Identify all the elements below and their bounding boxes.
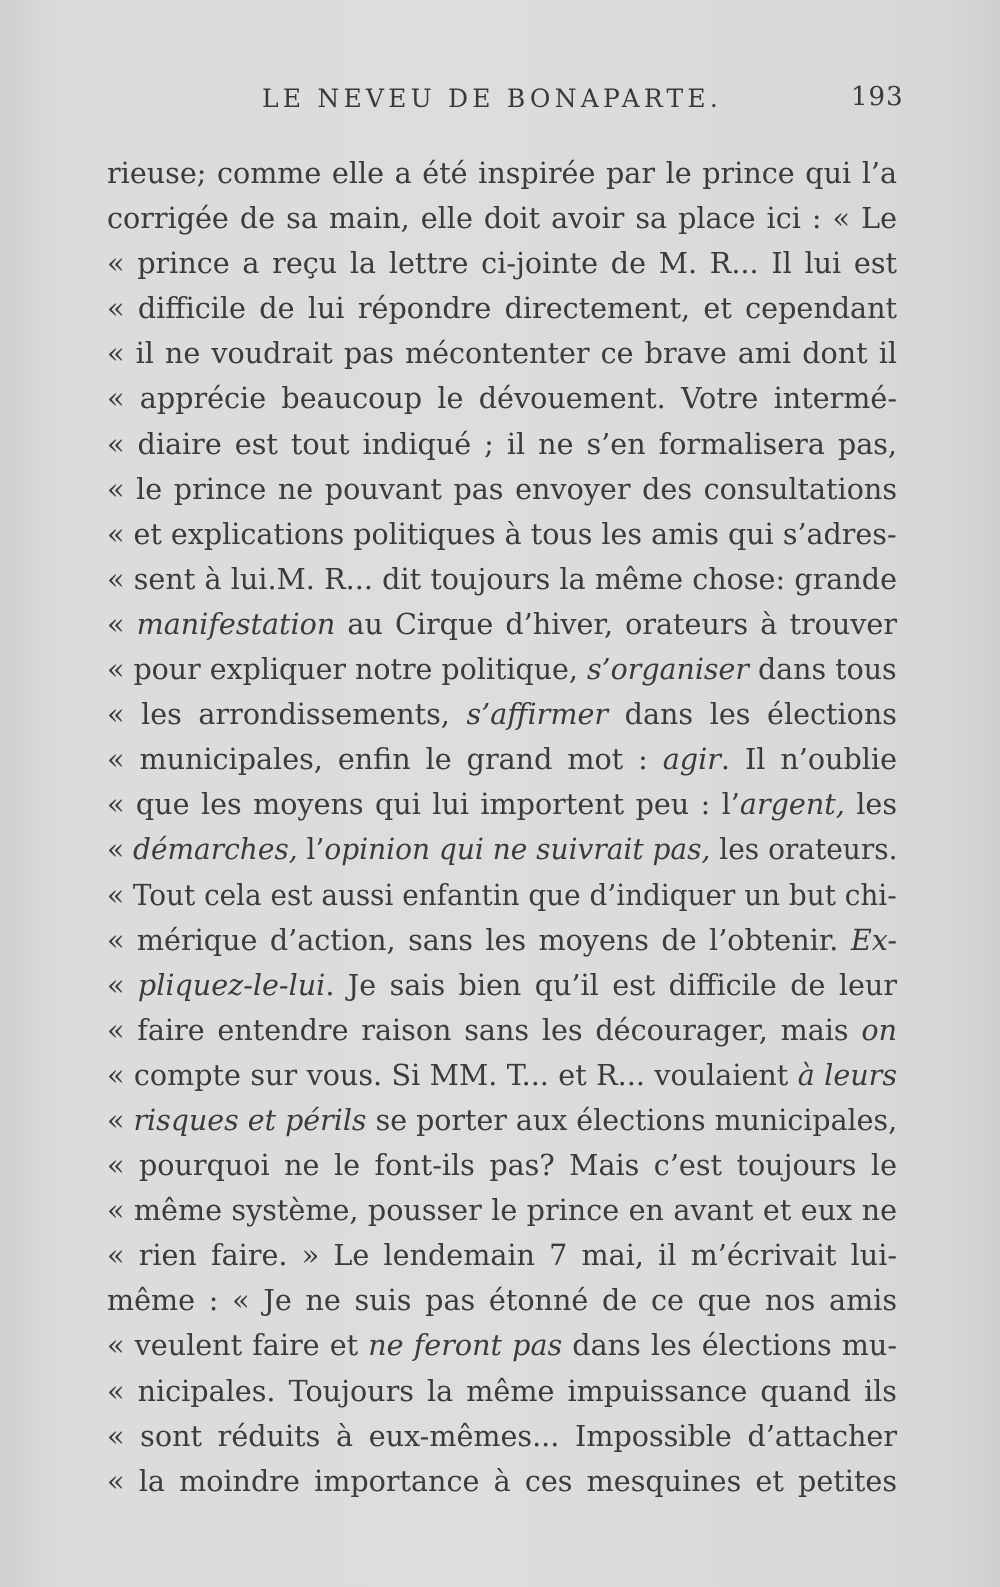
text-line [107,1143,897,1188]
text-segment: « prince a reçu la lettre ci-jointe de M. R... Il lui est [107,246,897,281]
page-number: 193 [851,82,904,112]
text-segment: « mérique d’action, sans les moyens de l’obtenir. [107,922,851,957]
text-segment: « Tout cela est aussi enfantin que d’indiquer un but chi- [107,877,897,912]
text-segment: « [107,967,138,1002]
text-segment: dans tous [748,652,897,687]
text-segment: dans les élections [608,697,897,732]
text-line [107,1188,897,1233]
text-line [107,1233,897,1278]
page-header [0,82,1000,122]
text-segment: « [107,1102,134,1137]
italic-text: à leurs [797,1057,897,1092]
text-segment: « municipales, enfin le grand mot : [107,742,663,777]
text-segment: . Il n’oublie [720,742,898,777]
text-segment: corrigée de sa main, elle doit avoir sa place ici : « Le [107,201,897,236]
text-line [107,963,897,1008]
text-line [107,196,897,241]
text-segment: « que les moyens qui lui importent peu : l’ [107,787,740,822]
text-line [107,376,897,421]
text-line [107,512,897,557]
text-line [107,1098,897,1143]
text-line [107,241,897,286]
text-segment: « compte sur vous. Si MM. T... et R... voulaient [107,1057,798,1092]
text-line [107,827,897,872]
text-line [107,1459,897,1504]
text-segment: l’ [297,832,325,867]
text-segment: au Cirque d’hiver, orateurs à trouver [335,606,897,641]
text-line [107,467,897,512]
text-segment: rieuse; comme elle a été inspirée par le prince qui l’a [107,156,897,190]
italic-text: argent, [739,787,845,822]
text-line [107,692,897,737]
text-segment: « veulent faire et [107,1328,369,1363]
italic-text: ne feront pas [368,1328,563,1363]
text-segment: « nicipales. Toujours la même impuissance quand ils [107,1373,897,1408]
text-line [107,557,897,602]
text-line [107,1053,897,1098]
text-line [107,1414,897,1459]
text-line [107,737,897,782]
italic-text: on [861,1012,897,1047]
text-segment: « [107,606,137,641]
text-line [107,918,897,963]
text-segment: « [107,832,134,867]
text-segment: « apprécie beaucoup le dévouement. Votre intermé- [107,381,897,416]
italic-text: opinion qui ne suivrait pas, [324,832,711,867]
text-segment: . Je sais bien qu’il est difficile de leur [325,967,897,1002]
text-line [107,151,897,196]
text-segment: les orateurs. [710,832,898,867]
text-segment: « et explications politiques à tous les amis qui s’adres- [107,516,897,551]
text-line [107,422,897,467]
body-text [107,151,907,1504]
text-segment: « faire entendre raison sans les décourager, mais [107,1012,862,1047]
italic-text: Ex- [850,922,897,957]
text-segment: « il ne voudrait pas mécontenter ce brave ami dont il [107,336,897,371]
text-segment: « rien faire. » Le lendemain 7 mai, il m’écrivait lui- [107,1238,897,1273]
text-segment: même : « Je ne suis pas étonné de ce que nos amis [107,1283,897,1318]
text-segment: les [844,787,897,822]
text-line [107,331,897,376]
text-line [107,782,897,827]
text-segment: se porter aux élections municipales, [366,1102,898,1137]
text-line [107,1369,897,1414]
text-segment: « sont réduits à eux-mêmes... Impossible d’attacher [107,1418,897,1453]
running-title: LE NEVEU DE BONAPARTE. [262,84,722,113]
text-line [107,1323,897,1368]
text-segment: « pourquoi ne le font-ils pas? Mais c’est toujours le [107,1148,897,1183]
text-line [107,602,897,647]
text-line [107,286,897,331]
text-line [107,873,897,918]
text-segment: « même système, pousser le prince en avant et eux ne [107,1193,897,1228]
text-line [107,1278,897,1323]
italic-text: démarches, [133,832,298,867]
text-segment: « pour expliquer notre politique, [107,652,587,687]
italic-text: manifestation [136,606,336,641]
italic-text: agir [662,742,721,777]
italic-text: risques et périls [133,1102,367,1137]
text-line [107,1008,897,1053]
text-segment: « le prince ne pouvant pas envoyer des consultations [107,471,897,506]
text-line [107,647,897,692]
text-segment: « les arrondissements, [107,697,467,732]
text-segment: « la moindre importance à ces mesquines et petites [107,1463,897,1498]
text-segment: « sent à lui.M. R... dit toujours la même chose: grande [107,561,897,596]
italic-text: pliquez-le-lui [137,967,326,1002]
text-segment: « diaire est tout indiqué ; il ne s’en formalisera pas, [107,426,897,461]
text-segment: « difficile de lui répondre directement, et cependant [107,291,897,326]
italic-text: s’affirmer [466,697,609,732]
text-segment: dans les élections mu- [562,1328,897,1363]
italic-text: s’organiser [586,652,749,687]
